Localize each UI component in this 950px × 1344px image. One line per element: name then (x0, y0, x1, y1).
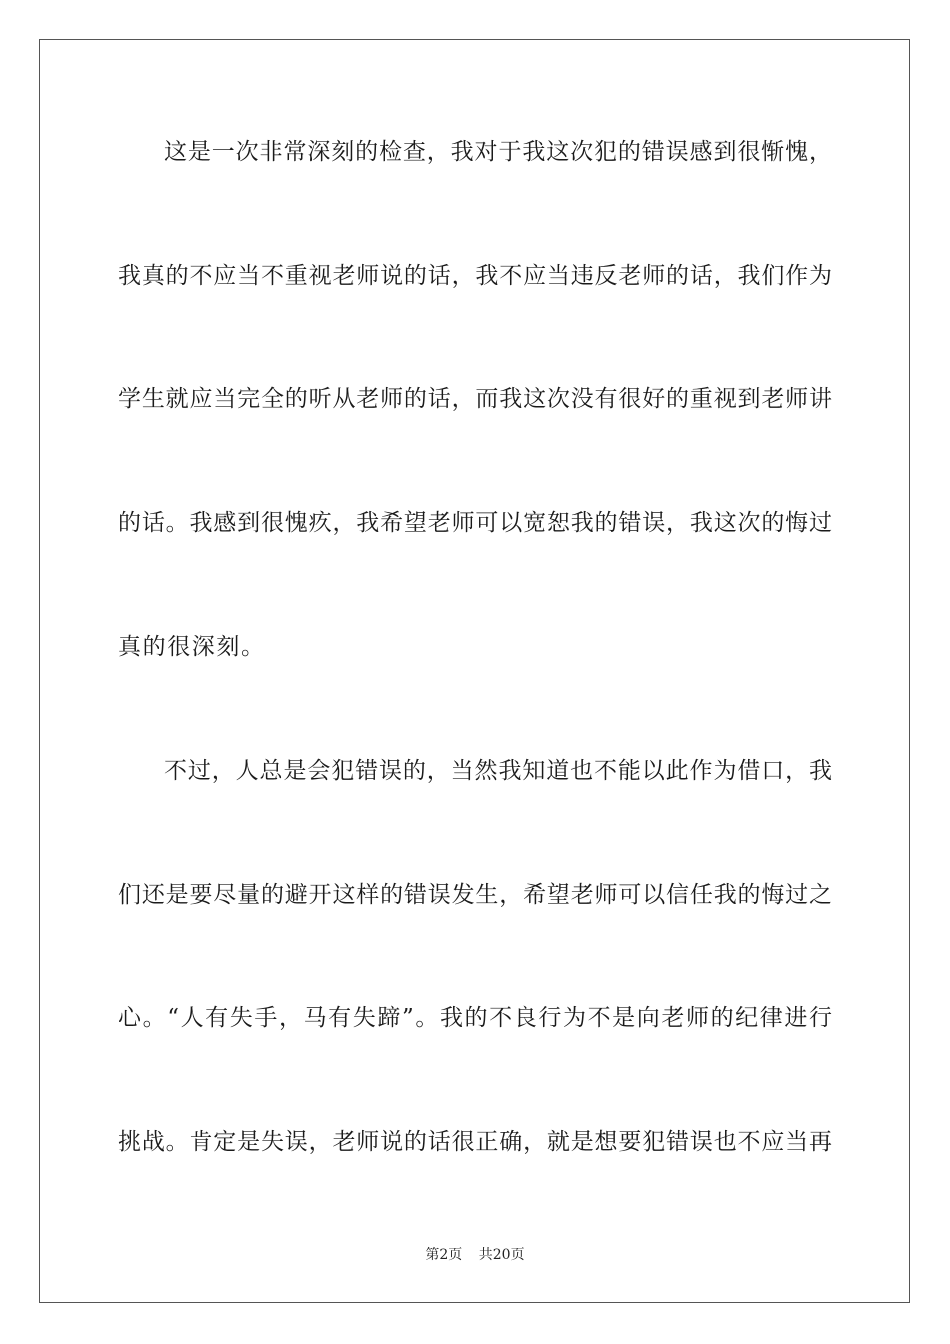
page-total: 共20页 (478, 1247, 525, 1263)
paragraph-1-line-3: 学生就应当完全的听从老师的话，而我这次没有很好的重视到老师讲 (118, 386, 832, 412)
page-footer (0, 1246, 950, 1264)
page-frame (39, 39, 910, 1303)
paragraph-1-line-5: 真的很深刻。 (118, 634, 266, 660)
paragraph-2-line-2: 们还是要尽量的避开这样的错误发生，希望老师可以信任我的悔过之 (118, 882, 832, 908)
paragraph-2-line-3: 心。“人有失手，马有失蹄”。我的不良行为不是向老师的纪律进行 (118, 1005, 832, 1031)
paragraph-2-line-4: 挑战。肯定是失误，老师说的话很正确，就是想要犯错误也不应当再 (118, 1129, 832, 1155)
paragraph-1-line-4: 的话。我感到很愧疚，我希望老师可以宽恕我的错误，我这次的悔过 (118, 510, 832, 536)
paragraph-1-line-2: 我真的不应当不重视老师说的话，我不应当违反老师的话，我们作为 (118, 263, 832, 289)
page-number: 第2页 (425, 1247, 463, 1263)
paragraph-2-line-1: 不过，人总是会犯错误的，当然我知道也不能以此作为借口，我 (164, 758, 832, 784)
paragraph-1-line-1: 这是一次非常深刻的检查，我对于我这次犯的错误感到很惭愧， (164, 139, 832, 165)
